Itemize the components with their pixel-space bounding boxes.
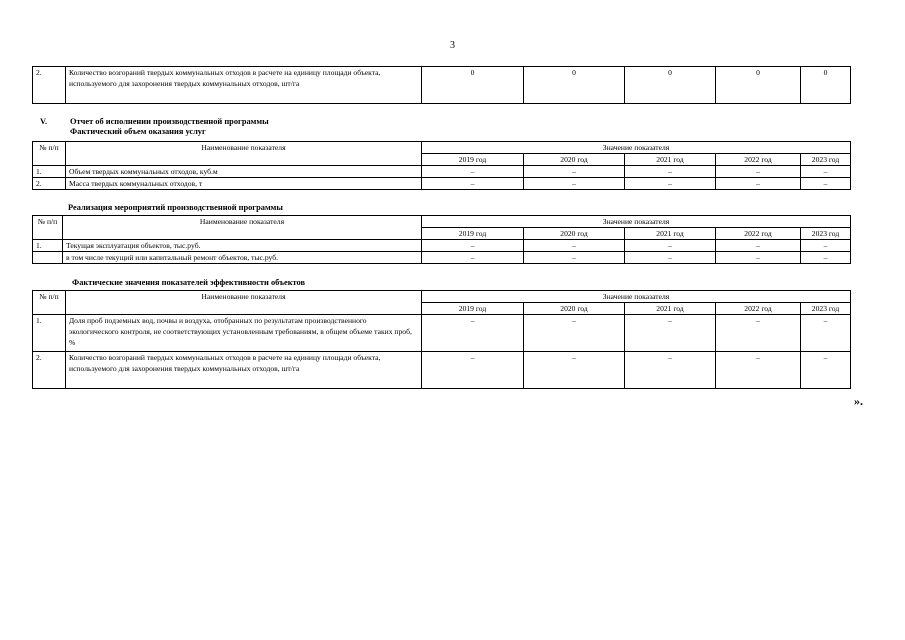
table-row [33, 166, 851, 178]
year-header: 2022 год [716, 303, 801, 315]
value-cell: – [625, 240, 716, 252]
year-header: 2023 год [801, 303, 851, 315]
year-header: 2023 год [801, 228, 851, 240]
value-cell: – [422, 240, 524, 252]
row-number: 2. [33, 178, 66, 190]
value-cell: – [524, 240, 625, 252]
value-cell: – [801, 252, 851, 264]
year-header: 2021 год [625, 228, 716, 240]
value-cell: – [716, 178, 801, 190]
value-cell: 0 [422, 67, 524, 104]
value-cell: – [716, 240, 801, 252]
year-header: 2019 год [422, 303, 524, 315]
value-cell: – [801, 178, 851, 190]
year-header: 2020 год [524, 303, 625, 315]
year-header: 2020 год [524, 154, 625, 166]
table-row [33, 315, 851, 352]
value-cell: 0 [625, 67, 716, 104]
value-cell: – [716, 352, 801, 389]
indicator-name: Количество возгораний твердых коммунальных отходов в расчете на единицу площади объекта, используемого для захоронения твердых коммунальных отходов, шт/га [66, 67, 422, 104]
value-cell: – [524, 315, 625, 352]
table-row [33, 178, 851, 190]
value-cell: – [422, 252, 524, 264]
value-cell: – [524, 252, 625, 264]
value-cell: – [422, 178, 524, 190]
table3-title: Фактические значения показателей эффективности объектов [72, 278, 306, 287]
value-cell: 0 [716, 67, 801, 104]
value-cell: – [422, 352, 524, 389]
value-cell: – [625, 352, 716, 389]
value-column-header: Значение показателя [422, 216, 851, 228]
value-cell: – [716, 166, 801, 178]
year-header: 2021 год [625, 303, 716, 315]
year-header: 2023 год [801, 154, 851, 166]
page-number: 3 [450, 40, 455, 51]
name-column-header: Наименование показателя [63, 216, 422, 240]
table2-title: Реализация мероприятий производственной программы [68, 203, 283, 212]
indicator-name: Масса твердых коммунальных отходов, т [66, 178, 422, 190]
value-column-header: Значение показателя [422, 142, 851, 154]
value-cell: – [801, 240, 851, 252]
table-row [33, 67, 851, 104]
row-number: 1. [33, 240, 63, 252]
row-number: 1. [33, 315, 66, 352]
num-column-header: № п/п [33, 216, 63, 240]
indicator-name: Текущая эксплуатация объектов, тыс.руб. [63, 240, 422, 252]
indicator-name: Количество возгораний твердых коммунальных отходов в расчете на единицу площади объекта, используемого для захоронения твердых коммунальных отходов, шт/га [66, 352, 422, 389]
indicator-name: Объем твердых коммунальных отходов, куб.м [66, 166, 422, 178]
indicator-name: в том числе текущий или капитальный ремонт объектов, тыс.руб. [63, 252, 422, 264]
value-cell: – [422, 315, 524, 352]
table-row [33, 240, 851, 252]
closing-quote-mark: ». [854, 394, 863, 408]
efficiency-indicators-table [32, 290, 851, 389]
table-row [33, 252, 851, 264]
value-cell: – [625, 315, 716, 352]
value-cell: – [625, 178, 716, 190]
year-header: 2021 год [625, 154, 716, 166]
name-column-header: Наименование показателя [66, 142, 422, 166]
value-cell: – [625, 252, 716, 264]
value-cell: – [422, 166, 524, 178]
program-measures-table [32, 215, 851, 264]
year-header: 2022 год [716, 228, 801, 240]
value-cell: – [524, 352, 625, 389]
section-number: V. [40, 117, 48, 126]
num-column-header: № п/п [33, 142, 66, 166]
section-title: Отчет об исполнении производственной программы [70, 117, 269, 126]
row-number: 1. [33, 166, 66, 178]
value-cell: – [801, 315, 851, 352]
year-header: 2019 год [422, 154, 524, 166]
value-cell: – [801, 352, 851, 389]
value-cell: – [625, 166, 716, 178]
value-cell: – [716, 315, 801, 352]
year-header: 2020 год [524, 228, 625, 240]
table-row [33, 352, 851, 389]
actual-services-table [32, 141, 851, 190]
row-number [33, 252, 63, 264]
num-column-header: № п/п [33, 291, 66, 315]
row-number: 2. [33, 352, 66, 389]
value-cell: – [524, 166, 625, 178]
row-number: 2. [33, 67, 66, 104]
year-header: 2022 год [716, 154, 801, 166]
value-cell: – [801, 166, 851, 178]
top-continuation-table [32, 66, 851, 104]
indicator-name: Доля проб подземных вод, почвы и воздуха, отобранных по результатам производственного экологического контроля, не соответствующих установленным требованиям, в общем объеме таких проб, % [66, 315, 422, 352]
value-cell: 0 [524, 67, 625, 104]
value-cell: – [524, 178, 625, 190]
value-cell: – [716, 252, 801, 264]
name-column-header: Наименование показателя [66, 291, 422, 315]
year-header: 2019 год [422, 228, 524, 240]
table1-title: Фактический объем оказания услуг [70, 127, 206, 136]
value-column-header: Значение показателя [422, 291, 851, 303]
value-cell: 0 [801, 67, 851, 104]
